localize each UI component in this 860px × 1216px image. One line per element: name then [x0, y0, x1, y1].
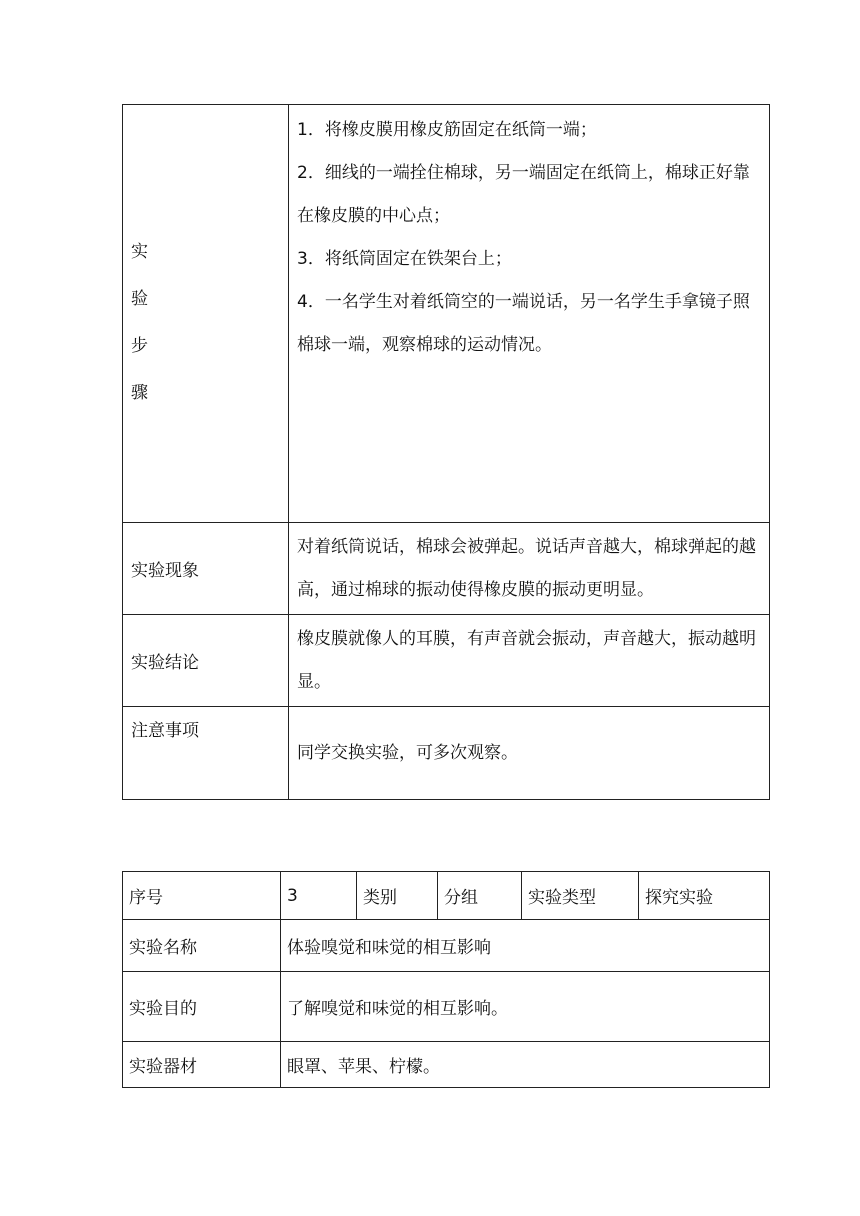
steps-label-char: 步 [131, 336, 148, 356]
name-label: 实验名称 [123, 920, 281, 972]
experiment-info-table [122, 871, 770, 1088]
steps-label-cell [123, 105, 289, 523]
steps-content-cell [289, 105, 770, 523]
phenomenon-text: 对着纸筒说话，棉球会被弹起。说话声音越大，棉球弹起的越高，通过棉球的振动使得橡皮膜的振动更明显。 [289, 523, 770, 615]
type-value: 探究实验 [639, 872, 770, 920]
steps-label-char: 骤 [131, 383, 148, 403]
conclusion-text: 橡皮膜就像人的耳膜，有声音就会振动，声音越大，振动越明显。 [289, 615, 770, 707]
seq-label: 序号 [123, 872, 281, 920]
phenomenon-label: 实验现象 [123, 523, 289, 615]
equipment-label: 实验器材 [123, 1042, 281, 1088]
step-item: 4．一名学生对着纸筒空的一端说话，另一名学生手拿镜子照棉球一端，观察棉球的运动情况。 [297, 292, 750, 355]
type-label: 实验类型 [522, 872, 639, 920]
notes-label: 注意事项 [123, 707, 289, 800]
seq-value: 3 [281, 872, 357, 920]
name-value: 体验嗅觉和味觉的相互影响 [281, 920, 770, 972]
notes-text: 同学交换实验，可多次观察。 [289, 707, 770, 800]
purpose-value: 了解嗅觉和味觉的相互影响。 [281, 972, 770, 1042]
category-value: 分组 [438, 872, 522, 920]
equipment-value: 眼罩、苹果、柠檬。 [281, 1042, 770, 1088]
step-item: 2．细线的一端拴住棉球，另一端固定在纸筒上，棉球正好靠在橡皮膜的中心点； [297, 163, 750, 226]
purpose-label: 实验目的 [123, 972, 281, 1042]
step-item: 1．将橡皮膜用橡皮筋固定在纸筒一端； [297, 120, 597, 140]
category-label: 类别 [357, 872, 438, 920]
conclusion-label: 实验结论 [123, 615, 289, 707]
step-item: 3．将纸筒固定在铁架台上； [297, 249, 512, 269]
experiment-steps-table [122, 104, 770, 800]
steps-label-char: 验 [131, 289, 148, 309]
steps-label-char: 实 [131, 242, 148, 262]
